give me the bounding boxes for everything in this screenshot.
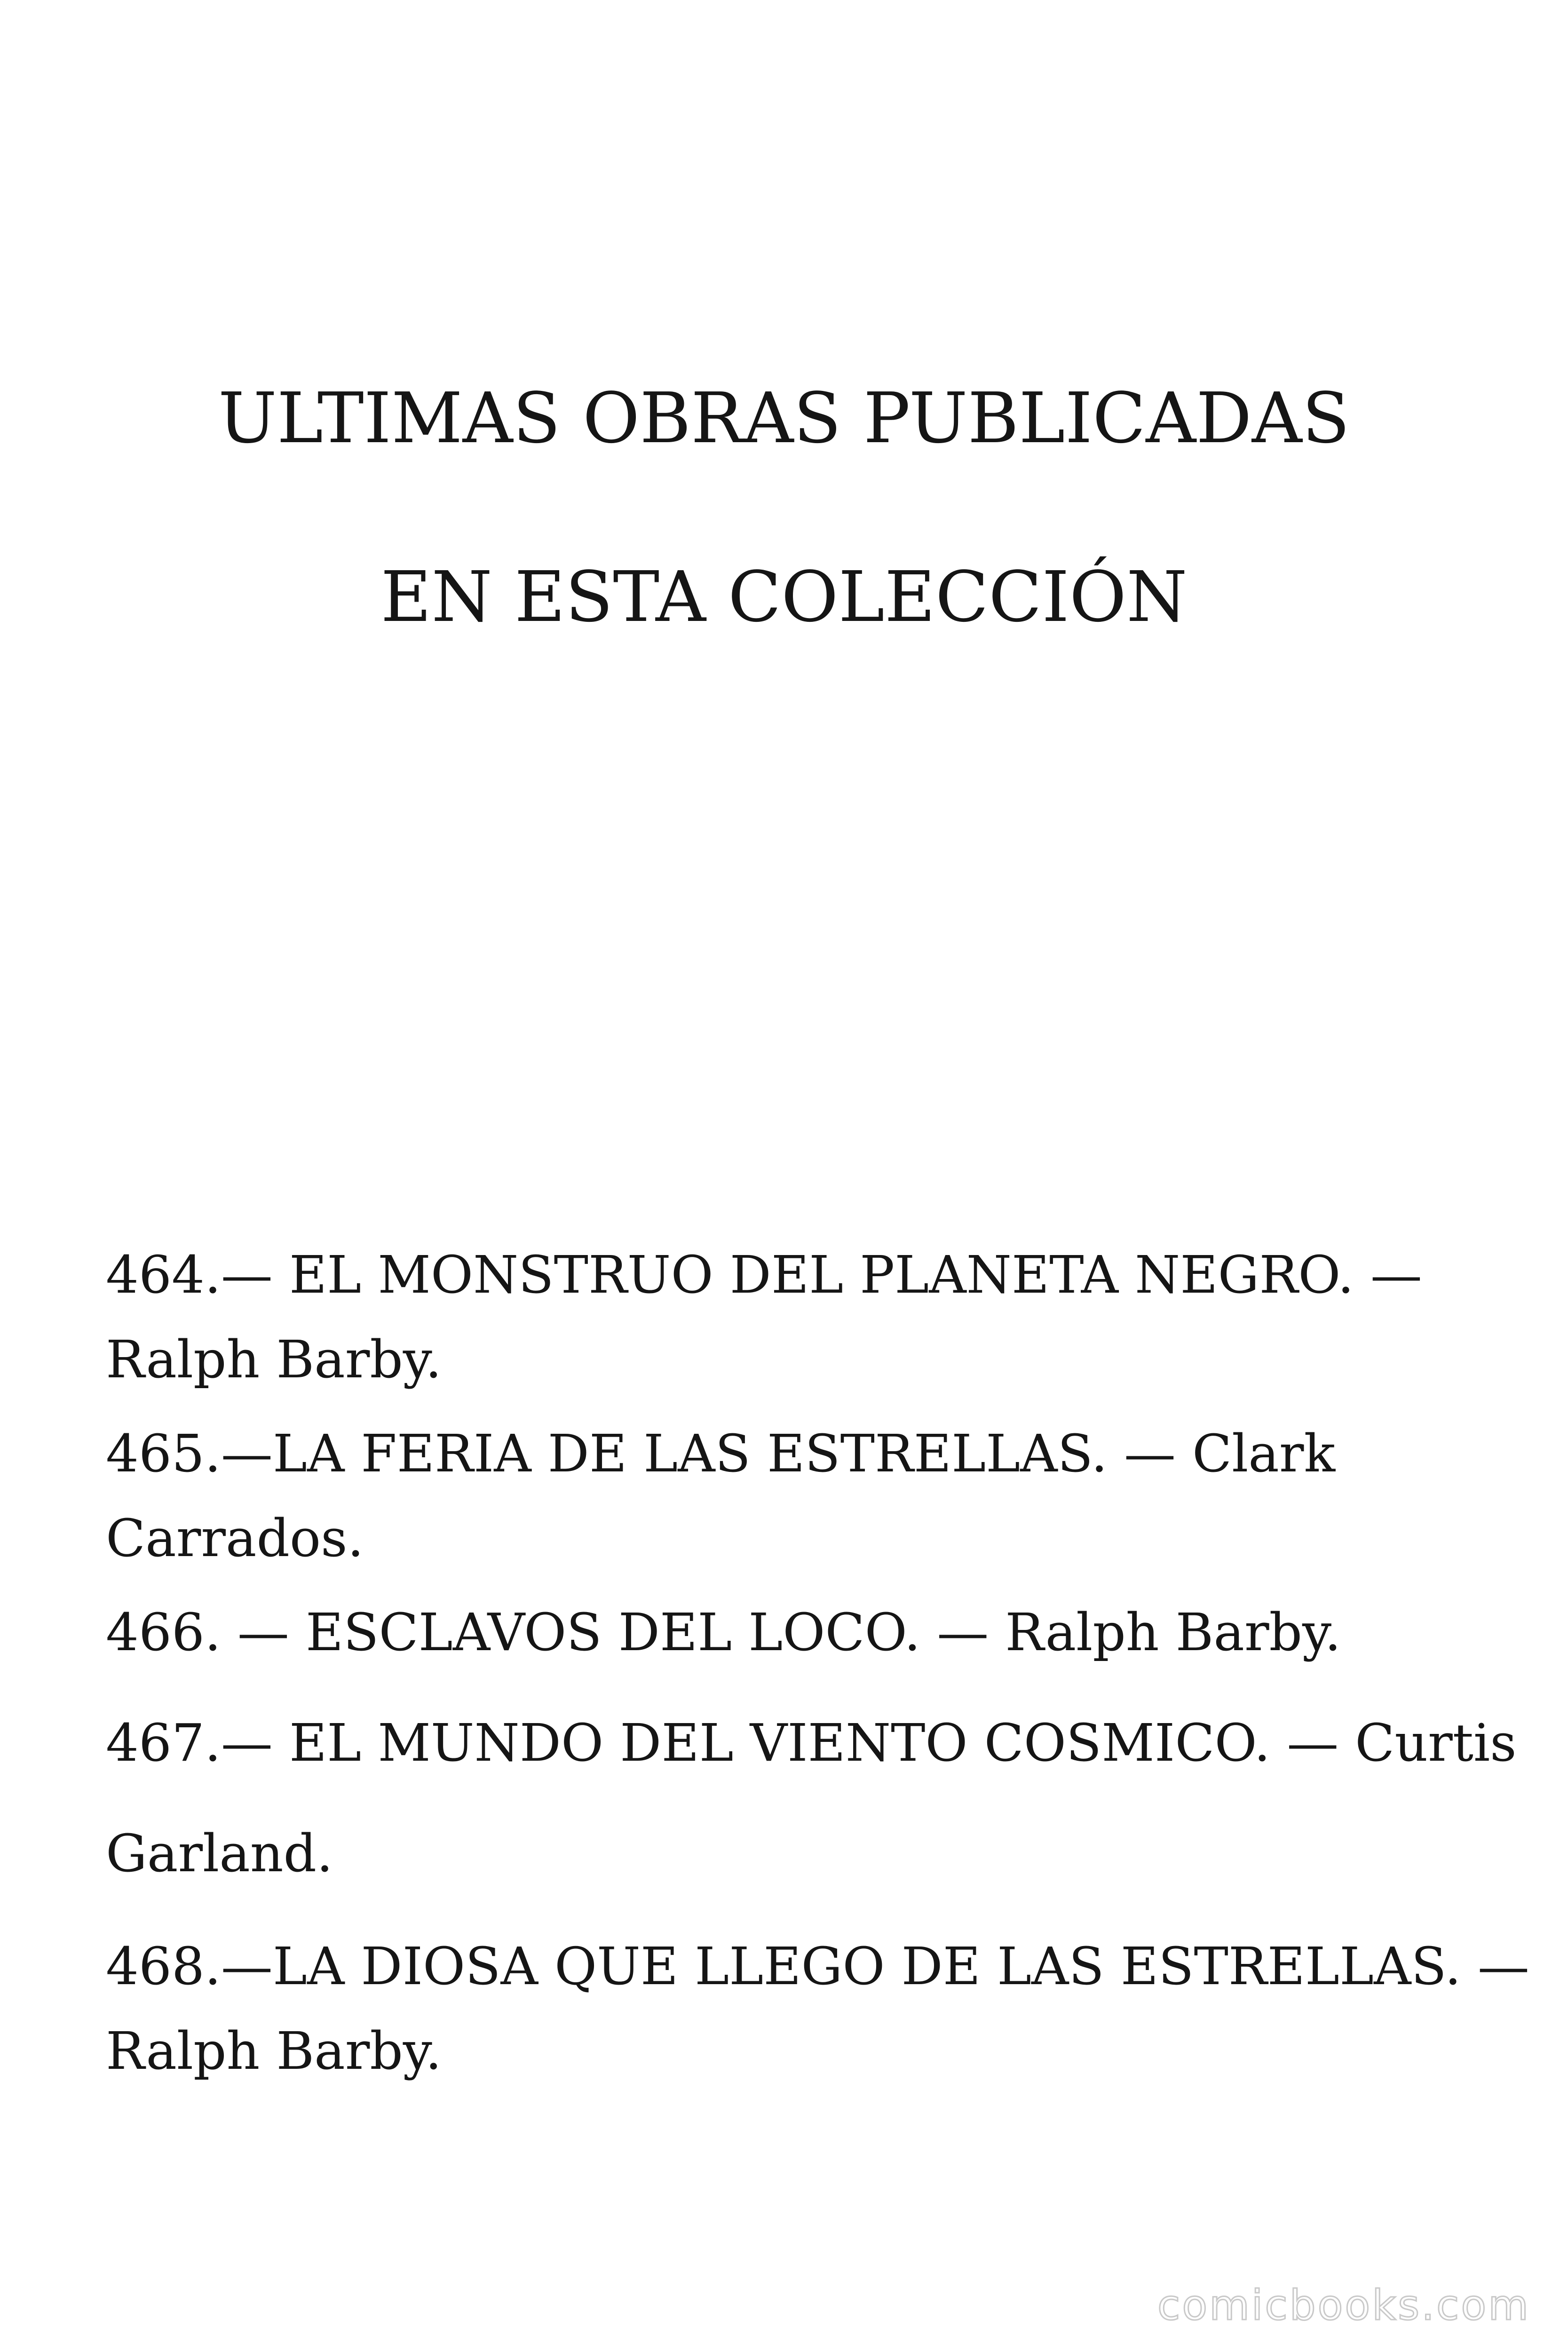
list-item <box>106 1924 1529 2093</box>
list-item-line: Ralph Barby. <box>106 2021 442 2081</box>
list-item <box>106 1590 1341 1675</box>
list-item-line: 466. — ESCLAVOS DEL LOCO. — Ralph Barby. <box>106 1602 1341 1662</box>
list-item <box>106 1232 1422 1402</box>
list-item <box>106 1811 333 1896</box>
page-title <box>0 329 1568 686</box>
title-line-1: ULTIMAS OBRAS PUBLICADAS <box>218 378 1350 459</box>
title-line-2: EN ESTA COLECCIÓN <box>380 556 1188 638</box>
list-item-line: 467.— EL MUNDO DEL VIENTO COSMICO. — Curtis <box>106 1713 1517 1773</box>
watermark: comicbooks.com <box>1157 2281 1530 2329</box>
list-item-line: 468.—LA DIOSA QUE LLEGO DE LAS ESTRELLAS. — <box>106 1936 1529 1996</box>
list-item-line: Carrados. <box>106 1508 364 1568</box>
list-item-line: Garland. <box>106 1823 333 1883</box>
list-item-line: 464.— EL MONSTRUO DEL PLANETA NEGRO. — <box>106 1245 1422 1305</box>
list-item-line: Ralph Barby. <box>106 1329 442 1390</box>
list-item <box>106 1411 1335 1581</box>
list-item-line: 465.—LA FERIA DE LAS ESTRELLAS. — Clark <box>106 1423 1336 1484</box>
list-item <box>106 1700 1517 1785</box>
